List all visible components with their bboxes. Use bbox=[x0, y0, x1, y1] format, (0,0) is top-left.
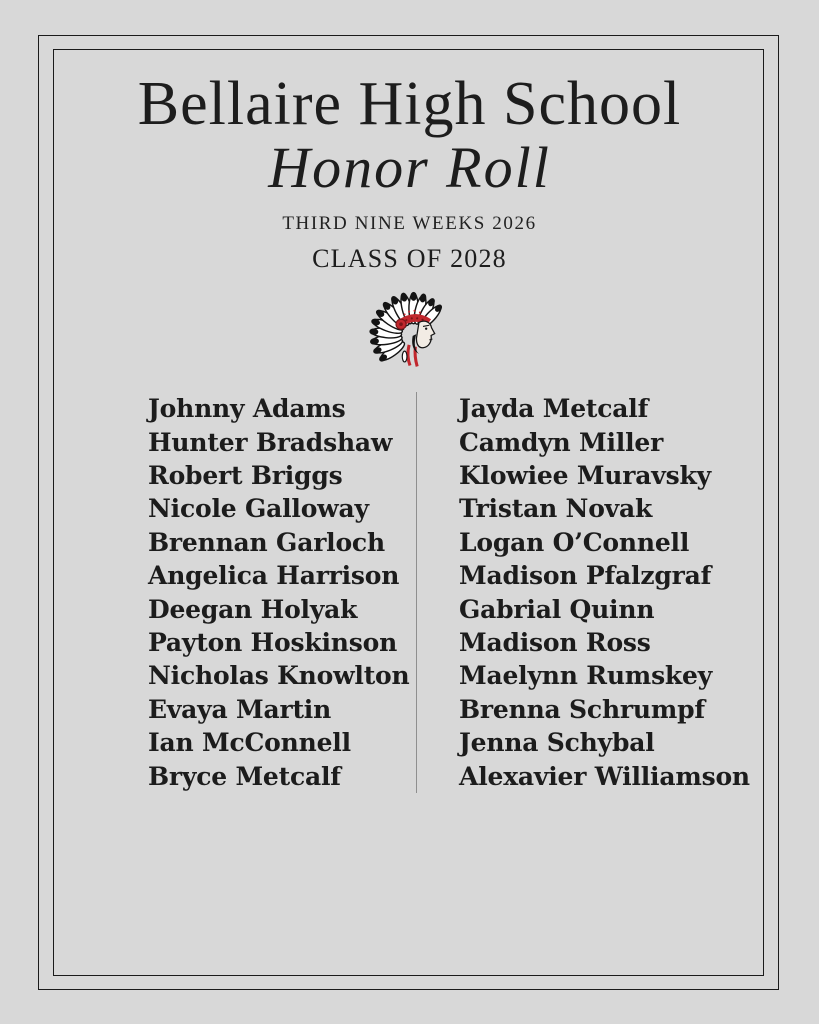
student-name: Maelynn Rumskey bbox=[459, 661, 713, 691]
student-name: Jayda Metcalf bbox=[459, 394, 649, 424]
student-name: Nicole Galloway bbox=[148, 494, 369, 524]
chief-headdress-icon bbox=[365, 282, 455, 370]
student-name: Ian McConnell bbox=[148, 728, 351, 758]
name-column-left bbox=[148, 392, 416, 793]
honor-roll-name-list bbox=[148, 392, 819, 793]
student-name: Hunter Bradshaw bbox=[148, 427, 393, 457]
student-name: Brennan Garloch bbox=[148, 527, 385, 557]
student-name: Nicholas Knowlton bbox=[148, 661, 410, 691]
student-name: Jenna Schybal bbox=[459, 728, 655, 758]
student-name: Madison Pfalzgraf bbox=[459, 561, 712, 591]
student-name: Angelica Harrison bbox=[148, 561, 400, 591]
student-name: Deegan Holyak bbox=[148, 594, 358, 624]
student-name: Johnny Adams bbox=[148, 394, 346, 424]
mascot-logo bbox=[0, 282, 819, 370]
student-name: Madison Ross bbox=[459, 627, 651, 657]
student-name: Robert Briggs bbox=[148, 460, 343, 490]
student-name: Evaya Martin bbox=[148, 694, 332, 724]
class-year-label: CLASS OF 2028 bbox=[312, 244, 507, 274]
student-name: Alexavier Williamson bbox=[459, 761, 750, 791]
honor-roll-script-title: Honor Roll bbox=[268, 135, 551, 201]
student-name: Gabrial Quinn bbox=[459, 594, 655, 624]
student-name: Klowiee Muravsky bbox=[459, 460, 711, 490]
term-label: THIRD NINE WEEKS 2026 bbox=[282, 213, 537, 235]
student-name: Bryce Metcalf bbox=[148, 761, 341, 791]
name-column-right bbox=[417, 392, 750, 793]
school-name-title: Bellaire High School bbox=[137, 70, 682, 138]
student-name: Payton Hoskinson bbox=[148, 627, 398, 657]
student-name: Brenna Schrumpf bbox=[459, 694, 705, 724]
student-name: Tristan Novak bbox=[459, 494, 653, 524]
student-name: Logan O’Connell bbox=[459, 527, 690, 557]
student-name: Camdyn Miller bbox=[459, 427, 664, 457]
